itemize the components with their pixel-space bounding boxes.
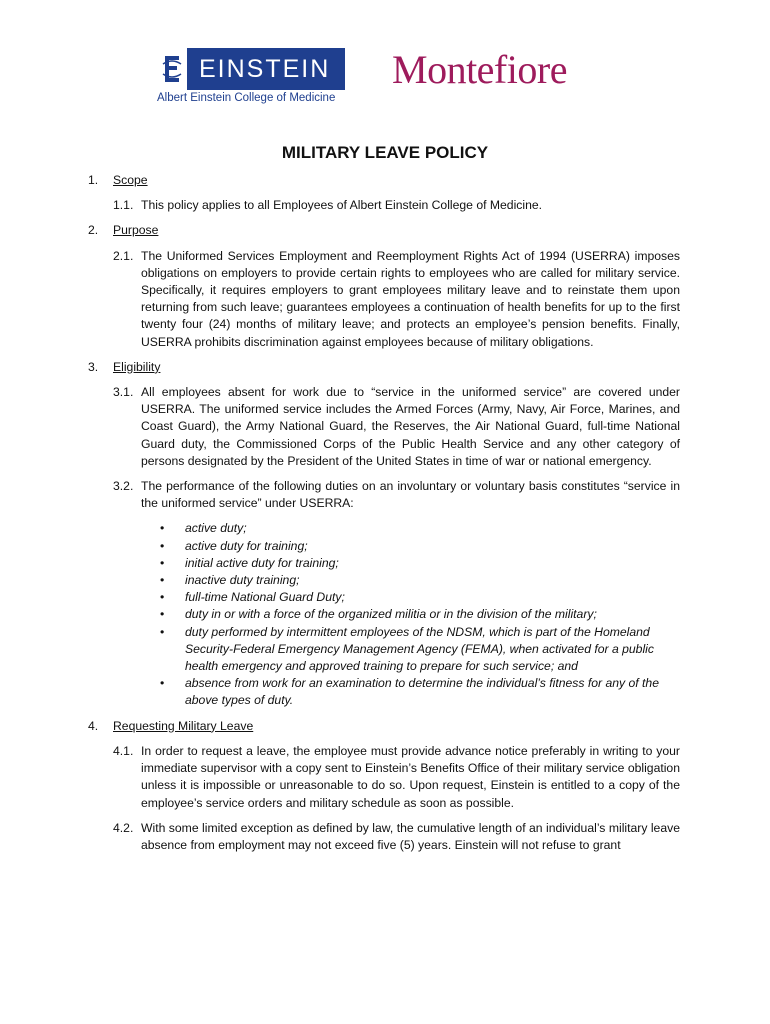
clause-text: The Uniformed Services Employment and Reemployment Rights Act of 1994 (USERRA) imposes obligations on employers to provide certain rights to employees who are called for military service. Specifically, it requires employers to grant employees military leave and to reinstate them upon returning from such leave; guarantees employees a continuation of health benefits for up to the first twenty four (24) months of military leave; and protects an employee’s pension benefits. Finally, USERRA prohibits discrimination against employees because of military obligations. — [141, 248, 680, 349]
list-item — [160, 538, 680, 555]
clause-number: 4.2. — [113, 820, 134, 835]
einstein-logo — [157, 48, 345, 90]
section-number: 1. — [88, 173, 99, 187]
clause — [113, 384, 680, 470]
list-item — [160, 624, 680, 676]
list-item — [160, 589, 680, 606]
list-item — [160, 675, 680, 709]
list-item-text: full-time National Guard Duty; — [185, 590, 345, 605]
list-item — [160, 555, 680, 572]
clause-text: This policy applies to all Employees of Albert Einstein College of Medicine. — [141, 198, 543, 213]
clause-number: 3.2. — [113, 479, 134, 494]
einstein-subtitle: Albert Einstein College of Medicine — [157, 92, 336, 104]
bullet-icon: • — [160, 676, 165, 691]
section-eligibility — [88, 359, 680, 710]
section-number: 3. — [88, 359, 99, 374]
list-item — [160, 520, 680, 537]
montefiore-logo: Montefiore — [392, 47, 567, 92]
duty-list — [88, 520, 680, 709]
clause-number: 2.1. — [113, 248, 134, 263]
header-logos — [0, 44, 770, 114]
list-item-text: inactive duty training; — [185, 573, 300, 588]
clause-text: With some limited exception as defined by law, the cumulative length of an individual’s military leave absence from employment may not exceed five (5) years. Einstein will not refuse to grant — [141, 820, 680, 852]
section-number: 4. — [88, 718, 99, 733]
page-title: MILITARY LEAVE POLICY — [281, 143, 489, 162]
section-purpose — [88, 222, 680, 350]
clause-number: 3.1. — [113, 385, 134, 400]
clause-text: In order to request a leave, the employee must provide advance notice preferably in writing to your immediate supervisor with a copy sent to Einstein’s Benefits Office of their military service obligation unless it is impossible or unreasonable to do so. Upon request, Einstein is entitled to a copy of the employee’s service orders and military schedule as soon as possible. — [141, 743, 680, 810]
bullet-icon: • — [160, 573, 165, 588]
section-scope — [88, 172, 680, 214]
bullet-icon: • — [160, 624, 165, 639]
bullet-icon: • — [160, 590, 165, 605]
clause — [113, 820, 680, 854]
einstein-wordmark: EINSTEIN — [199, 54, 331, 83]
bullet-icon: • — [160, 607, 165, 622]
bullet-icon: • — [160, 538, 165, 553]
clause-text: The performance of the following duties on an involuntary or voluntary basis constitutes “service in the uniformed service” under USERRA: — [141, 479, 680, 511]
list-item-text: duty performed by intermittent employees of the NDSM, which is part of the Homeland Security-Federal Emergency Management Agency (FEMA), when activated for a public health emergency and approved training to prepare for such service; and — [185, 624, 654, 674]
section-number: 2. — [88, 223, 99, 238]
clause-number: 4.1. — [113, 743, 134, 758]
clause-text: All employees absent for work due to “service in the uniformed service” are covered under USERRA. The uniformed service includes the Armed Forces (Army, Navy, Air Force, Marines, and Coast Guard), the Army National Guard, the Reserves, the Air National Guard, full-time National Guard duty, the Commissioned Corps of the Public Health Service and any other category of persons designated by the President of the United States in time of war or national emergency. — [141, 385, 680, 468]
section-requesting-leave — [88, 718, 680, 854]
section-title: Requesting Military Leave — [113, 718, 254, 733]
list-item-text: active duty; — [185, 521, 247, 536]
clause — [113, 478, 680, 512]
list-item — [160, 606, 680, 623]
clause — [113, 743, 680, 812]
list-item — [160, 572, 680, 589]
clause — [113, 248, 680, 351]
list-item-text: active duty for training; — [185, 538, 308, 553]
list-item-text: absence from work for an examination to determine the individual’s fitness for any of the above types of duty. — [185, 676, 659, 708]
section-title: Eligibility — [113, 359, 161, 374]
list-item-text: initial active duty for training; — [185, 555, 339, 570]
section-title: Purpose — [113, 223, 159, 238]
bullet-icon: • — [160, 555, 165, 570]
clause-number: 1.1. — [113, 198, 134, 213]
einstein-emblem-icon — [157, 48, 189, 90]
clause — [113, 197, 680, 214]
section-title: Scope — [113, 173, 148, 187]
bullet-icon: • — [160, 521, 165, 536]
policy-body — [88, 172, 680, 862]
list-item-text: duty in or with a force of the organized militia or in the division of the military; — [185, 607, 597, 622]
